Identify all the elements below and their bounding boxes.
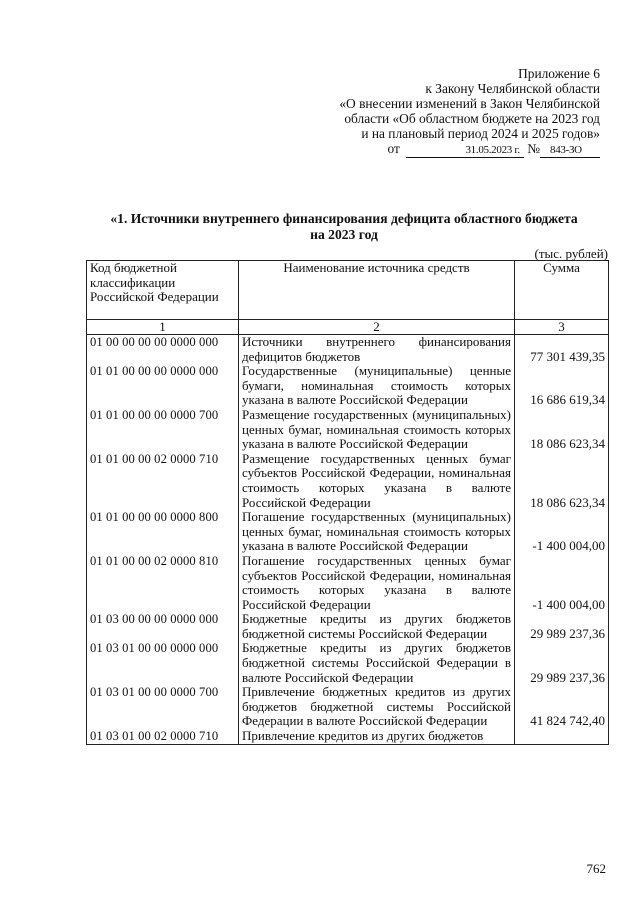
table-row [87,612,609,641]
row-sum: -1 400 004,00 [515,554,609,612]
row-name: Привлечение кредитов из других бюджетов [239,729,515,744]
header-name: Наименование источника средств [239,261,515,320]
appendix-header [260,66,600,158]
law-date-number [260,141,600,158]
row-name: Привлечение бюджетных кредитов из других бюджетов бюджетной системы Российской Федерации в валюте Российской Федерации [239,685,515,729]
unit-label: (тыс. рублей) [534,246,608,261]
table-row [87,641,609,685]
row-sum: -1 400 004,00 [515,510,609,554]
row-code: 01 01 00 00 02 0000 710 [87,452,239,510]
section-title-line2: на 2023 год [310,227,378,242]
row-name: Государственные (муниципальные) ценные бумаги, номинальная стоимость которых указана в валюте Российской Федерации [239,364,515,408]
row-sum: 18 086 623,34 [515,452,609,510]
column-number: 3 [515,320,609,335]
section-title-line1: «1. Источники внутреннего финансирования дефицита областного бюджета [110,211,578,226]
table-row [87,554,609,612]
row-sum: 41 824 742,40 [515,685,609,729]
law-date: 31.05.2023 г. [406,144,524,158]
row-name: Бюджетные кредиты из других бюджетов бюджетной системы Российской Федерации [239,612,515,641]
appendix-line: к Закону Челябинской области [425,81,600,96]
row-sum [515,729,609,744]
law-number: 843-ЗО [540,144,600,158]
row-sum: 18 086 623,34 [515,408,609,452]
table-row [87,364,609,408]
appendix-line: Приложение 6 [518,66,600,81]
table-row [87,729,609,744]
table-row [87,685,609,729]
table-row [87,335,609,365]
appendix-line: «О внесении изменений в Закон Челябинской [339,96,600,111]
row-name: Источники внутреннего финансирования дефицитов бюджетов [239,335,515,365]
row-name: Бюджетные кредиты из других бюджетов бюджетной системы Российской Федерации в валюте Российской Федерации [239,641,515,685]
column-number: 2 [239,320,515,335]
appendix-line: области «Об областном бюджете на 2023 год [344,111,600,126]
row-sum: 29 989 237,36 [515,641,609,685]
row-sum: 29 989 237,36 [515,612,609,641]
header-code: Код бюджетной классификации Российской Федерации [87,261,239,320]
row-code: 01 01 00 00 00 0000 700 [87,408,239,452]
row-name: Размещение государственных ценных бумаг субъектов Российской Федерации, номинальная стоимость которых указана в валюте Российской Федерации [239,452,515,510]
row-code: 01 01 00 00 00 0000 000 [87,364,239,408]
from-label: от [387,141,400,156]
appendix-line: и на плановый период 2024 и 2025 годов» [361,126,600,141]
number-label: № [527,141,540,156]
column-number: 1 [87,320,239,335]
financing-sources-table [86,260,609,745]
page-number: 762 [586,861,606,876]
column-number-row [87,320,609,335]
table-row [87,510,609,554]
table-header-row [87,261,609,320]
row-code: 01 01 00 00 00 0000 800 [87,510,239,554]
row-code: 01 03 00 00 00 0000 000 [87,612,239,641]
row-sum: 77 301 439,35 [515,335,609,365]
row-name: Погашение государственных (муниципальных) ценных бумаг, номинальная стоимость которых указана в валюте Российской Федерации [239,510,515,554]
table-row [87,452,609,510]
row-code: 01 03 01 00 00 0000 000 [87,641,239,685]
section-title [70,211,618,243]
header-sum: Сумма [515,261,609,320]
row-code: 01 00 00 00 00 0000 000 [87,335,239,365]
row-code: 01 03 01 00 00 0000 700 [87,685,239,729]
table-row [87,408,609,452]
row-code: 01 03 01 00 02 0000 710 [87,729,239,744]
row-sum: 16 686 619,34 [515,364,609,408]
row-name: Размещение государственных (муниципальных) ценных бумаг, номинальная стоимость которых указана в валюте Российской Федерации [239,408,515,452]
row-code: 01 01 00 00 02 0000 810 [87,554,239,612]
row-name: Погашение государственных ценных бумаг субъектов Российской Федерации, номинальная стоимость которых указана в валюте Российской Федерации [239,554,515,612]
